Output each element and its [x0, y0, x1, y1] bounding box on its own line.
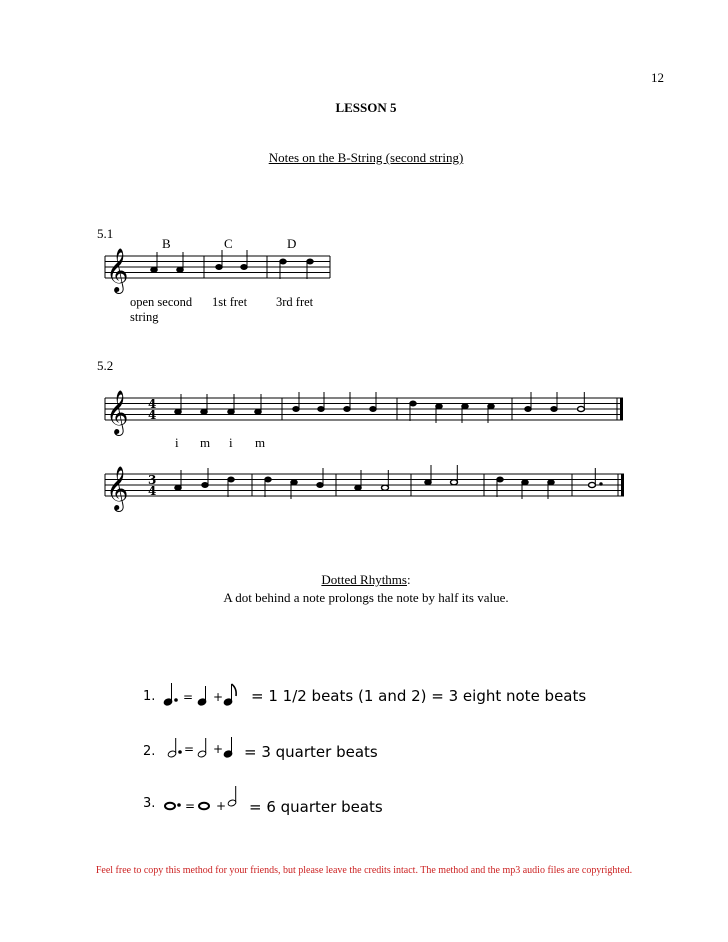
note-name-d: D: [287, 236, 297, 251]
time-signature-bottom: 4: [148, 484, 157, 498]
note-name-c: C: [224, 236, 233, 251]
svg-text:=: =: [184, 742, 195, 756]
exercise-5-2-label: 5.2: [97, 358, 114, 373]
rhythm-3-result: = 6 quarter beats: [249, 798, 383, 816]
svg-text:=: =: [183, 690, 194, 704]
rhythm-2-result: = 3 quarter beats: [244, 743, 378, 761]
svg-text:+: +: [213, 690, 224, 704]
fingering-m-1: m: [200, 435, 211, 450]
description-3rd-fret: 3rd fret: [276, 295, 314, 309]
svg-text:+: +: [213, 742, 224, 756]
rhythm-1-result: = 1 1/2 beats (1 and 2) = 3 eight note beats: [251, 687, 587, 705]
page-number: 12: [651, 70, 664, 85]
dotted-rhythms-description: A dot behind a note prolongs the note by half its value.: [223, 590, 509, 605]
treble-clef-icon: 𝄞: [106, 248, 129, 292]
lesson-title: LESSON 5: [335, 100, 397, 115]
treble-clef-icon: 𝄞: [106, 390, 129, 434]
svg-text:=: =: [185, 799, 196, 813]
lesson-subtitle: Notes on the B-String (second string): [268, 150, 464, 165]
fingering-i-2: i: [229, 435, 233, 450]
time-signature-bottom: 4: [148, 408, 157, 422]
rhythm-number-2: 2.: [143, 744, 156, 759]
fingering-i-1: i: [175, 435, 179, 450]
fingering-m-2: m: [255, 435, 266, 450]
treble-clef-icon: 𝄞: [106, 466, 129, 510]
exercise-5-1-label: 5.1: [97, 226, 114, 241]
svg-text:+: +: [216, 799, 227, 813]
rhythm-number-3: 3.: [143, 796, 156, 811]
dotted-rhythms-title: Dotted Rhythms:: [321, 572, 411, 587]
time-signature-top: 3: [148, 473, 157, 487]
note-name-b: B: [162, 236, 171, 251]
time-signature-top: 4: [148, 397, 157, 411]
copyright-footer: Feel free to copy this method for your friends, but please leave the credits intact. The method and the mp3 audio files are copyrighted.: [95, 865, 633, 876]
rhythm-number-1: 1.: [143, 689, 156, 704]
description-1st-fret: 1st fret: [212, 295, 248, 309]
description-open-second: open second string: [130, 295, 193, 324]
